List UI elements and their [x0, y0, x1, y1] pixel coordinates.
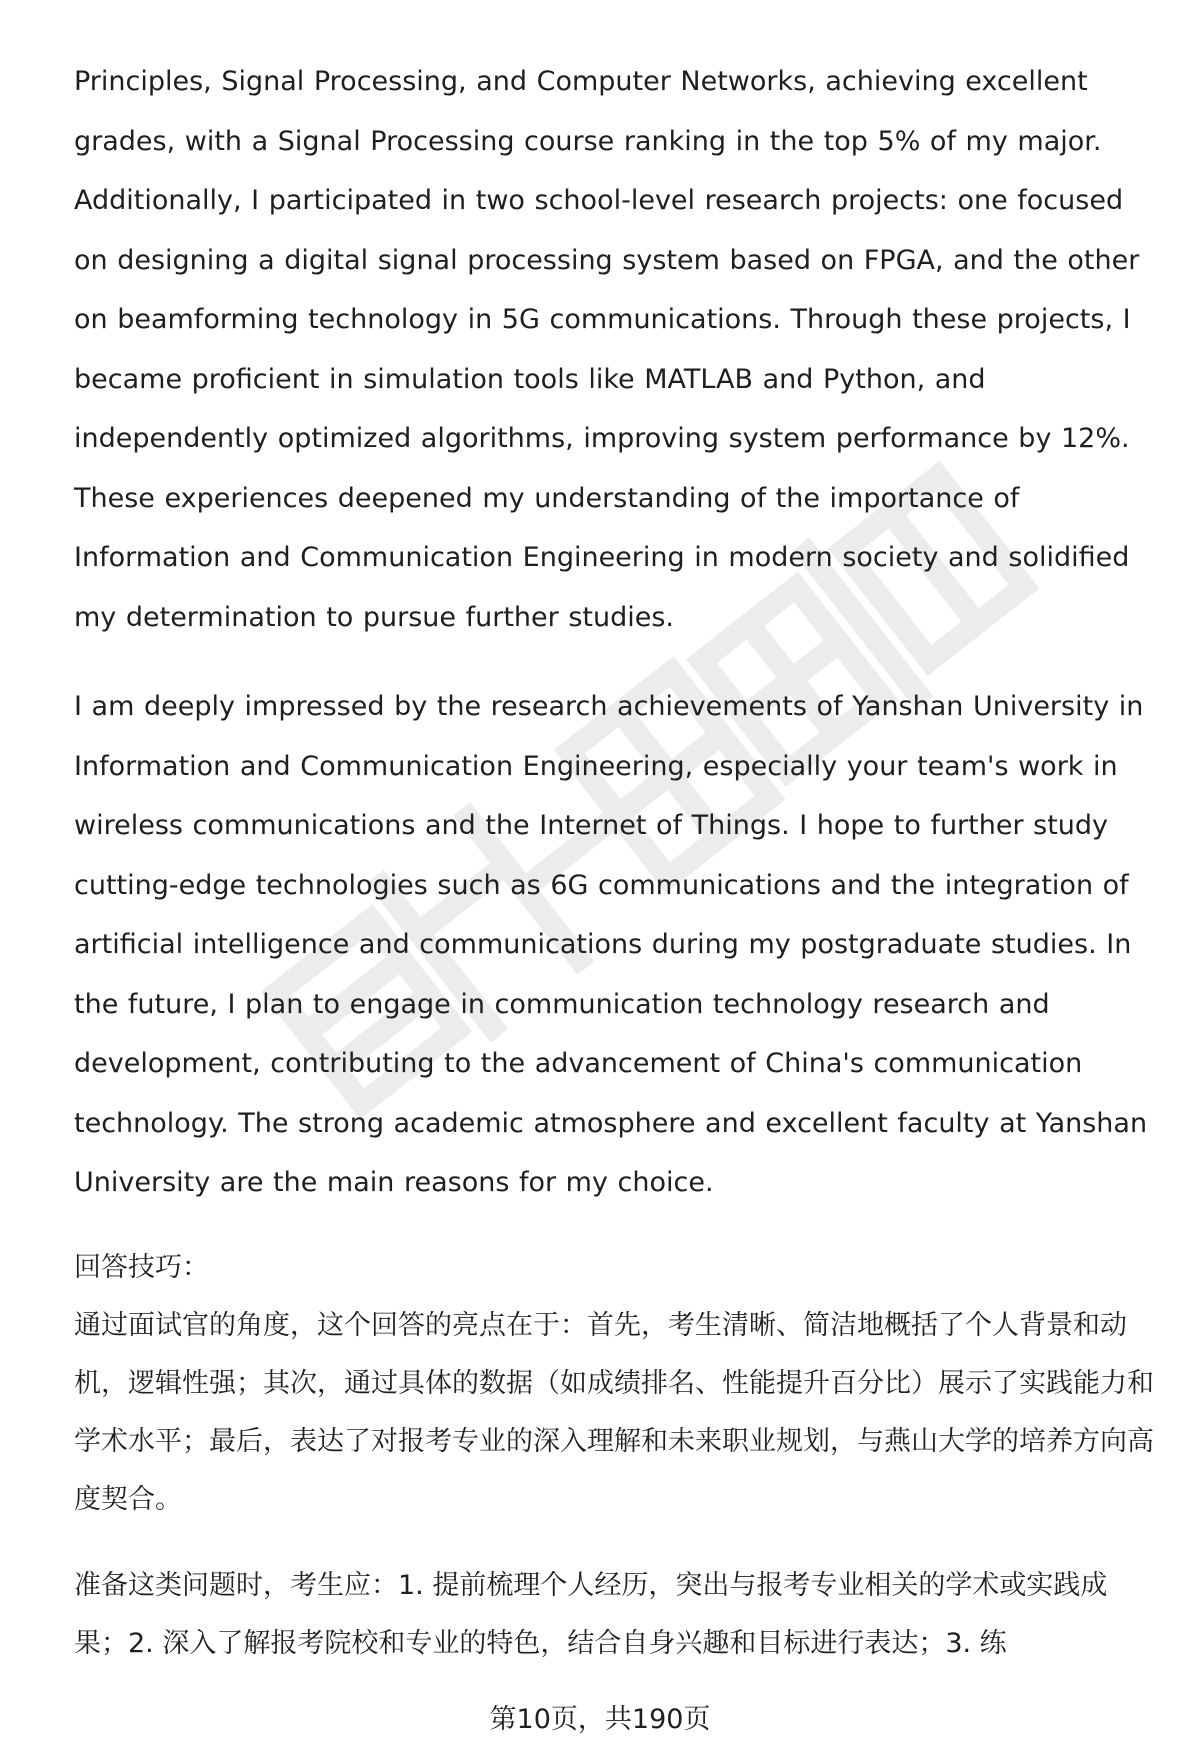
page-number-footer: 第10页，共190页 — [489, 1704, 711, 1735]
tips-paragraph-preparation: 准备这类问题时，考生应：1. 提前梳理个人经历，突出与报考专业相关的学术或实践成果；2. 深入了解报考院校和专业的特色，结合自身兴趣和目标进行表达；3. 练 — [74, 1569, 1108, 1659]
document-body — [74, 52, 1154, 1701]
tips-paragraph-highlights: 通过面试官的角度，这个回答的亮点在于：首先，考生清晰、简洁地概括了个人背景和动机，逻辑性强；其次，通过具体的数据（如成绩排名、性能提升百分比）展示了实践能力和学术水平；最后，表达了对报考专业的深入理解和未来职业规划，与燕山大学的培养方向高度契合。 — [74, 1309, 1154, 1515]
paragraph-background: Principles, Signal Processing, and Computer Networks, achieving excellent grades, with a Signal Processing course ranking in the top 5% of my major. Additionally, I participated in two school-level research projects: one focused on designing a digital signal processing system based on FPGA, and the other on beamforming technology in 5G communications. Through these projects, I became proficient in simulation tools like MATLAB and Python, and independently optimized algorithms, improving system performance by 12%. These experiences deepened my understanding of the importance of Information and Communication Engineering in modern society and solidified my determination to pursue further studies. — [74, 66, 1140, 633]
tips-heading: 回答技巧： — [74, 1251, 209, 1283]
paragraph-motivation: I am deeply impressed by the research achievements of Yanshan University in Information and Communication Engineering, especially your team's work in wireless communications and the Internet of Things. I hope to further study cutting-edge technologies such as 6G communications and the integration of artificial intelligence and communications during my postgraduate studies. In the future, I plan to engage in communication technology research and development, contributing to the advancement of China's communication technology. The strong academic atmosphere and excellent faculty at Yanshan University are the main reasons for my choice. — [74, 691, 1148, 1198]
